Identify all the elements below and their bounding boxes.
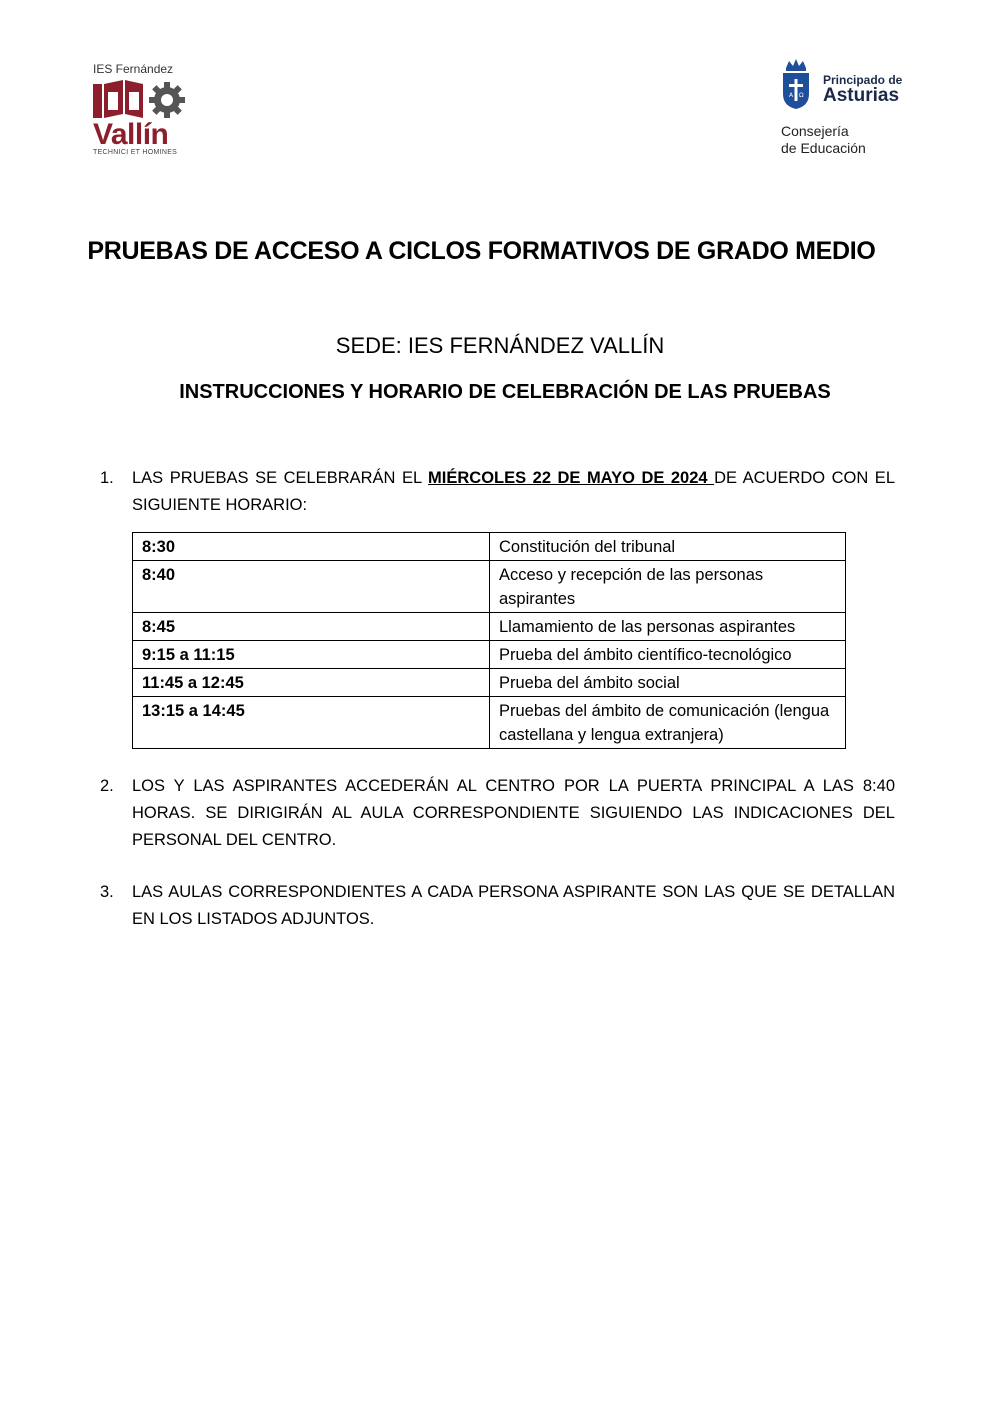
exam-date: MIÉRCOLES 22 DE MAYO DE 2024 xyxy=(428,469,715,487)
logo-school-prefix: IES Fernández xyxy=(93,62,174,76)
table-row xyxy=(133,697,846,749)
asturias-shield-icon xyxy=(780,58,812,110)
schedule-activity: Constitución del tribunal xyxy=(490,533,846,561)
item-text-before: LAS PRUEBAS SE CELEBRARÁN EL xyxy=(132,469,429,487)
logo-department-line2: de Educación xyxy=(781,140,866,156)
page-title: PRUEBAS DE ACCESO A CICLOS FORMATIVOS DE GRADO MEDIO xyxy=(87,237,876,265)
schedule-table xyxy=(132,532,846,749)
table-row xyxy=(133,533,846,561)
schedule-time: 13:15 a 14:45 xyxy=(133,697,490,749)
book-gear-emblem-icon xyxy=(93,78,185,120)
svg-text:A: A xyxy=(789,92,794,99)
item-number: 3. xyxy=(100,883,114,901)
schedule-activity: Acceso y recepción de las personas aspirantes xyxy=(490,561,846,613)
item-text: LAS AULAS CORRESPONDIENTES A CADA PERSONA ASPIRANTE SON LAS QUE SE DETALLAN EN LOS LISTADOS ADJUNTOS. xyxy=(132,883,895,928)
schedule-time: 11:45 a 12:45 xyxy=(133,669,490,697)
table-row xyxy=(133,613,846,641)
item-text: LOS Y LAS ASPIRANTES ACCEDERÁN AL CENTRO POR LA PUERTA PRINCIPAL A LAS 8:40 HORAS. SE DIRIGIRÁN AL AULA CORRESPONDIENTE SIGUIENDO LAS INDICACIONES DEL PERSONAL DEL CENTRO. xyxy=(132,777,895,849)
schedule-time: 8:40 xyxy=(133,561,490,613)
instructions-heading: INSTRUCCIONES Y HORARIO DE CELEBRACIÓN DE LAS PRUEBAS xyxy=(179,381,831,403)
instruction-item-3 xyxy=(100,879,895,933)
item-number: 1. xyxy=(100,469,114,487)
schedule-time: 8:30 xyxy=(133,533,490,561)
schedule-activity: Prueba del ámbito científico-tecnológico xyxy=(490,641,846,669)
venue-heading: SEDE: IES FERNÁNDEZ VALLÍN xyxy=(335,333,665,358)
logo-school-name: Vallín xyxy=(93,118,169,151)
logo-motto: TECHNICI ET HOMINES xyxy=(93,149,178,156)
schedule-time: 9:15 a 11:15 xyxy=(133,641,490,669)
logo-principado-text: Principado de xyxy=(823,73,903,87)
ies-fernandez-vallin-logo xyxy=(93,62,193,162)
item-text xyxy=(132,465,895,519)
table-row xyxy=(133,641,846,669)
instruction-item-2 xyxy=(100,773,895,854)
schedule-activity: Pruebas del ámbito de comunicación (lengua castellana y lengua extranjera) xyxy=(490,697,846,749)
table-row xyxy=(133,669,846,697)
table-row xyxy=(133,561,846,613)
schedule-time: 8:45 xyxy=(133,613,490,641)
instruction-item-1 xyxy=(100,465,895,519)
item-number: 2. xyxy=(100,777,114,795)
svg-text:Ω: Ω xyxy=(799,92,804,99)
logo-asturias-text: Asturias xyxy=(823,85,900,106)
schedule-activity: Llamamiento de las personas aspirantes xyxy=(490,613,846,641)
logo-department-line1: Consejería xyxy=(781,123,849,139)
principado-asturias-logo xyxy=(780,58,920,168)
schedule-activity: Prueba del ámbito social xyxy=(490,669,846,697)
item-text-after: DE ACUERDO CON EL SIGUIENTE HORARIO: xyxy=(132,469,895,514)
